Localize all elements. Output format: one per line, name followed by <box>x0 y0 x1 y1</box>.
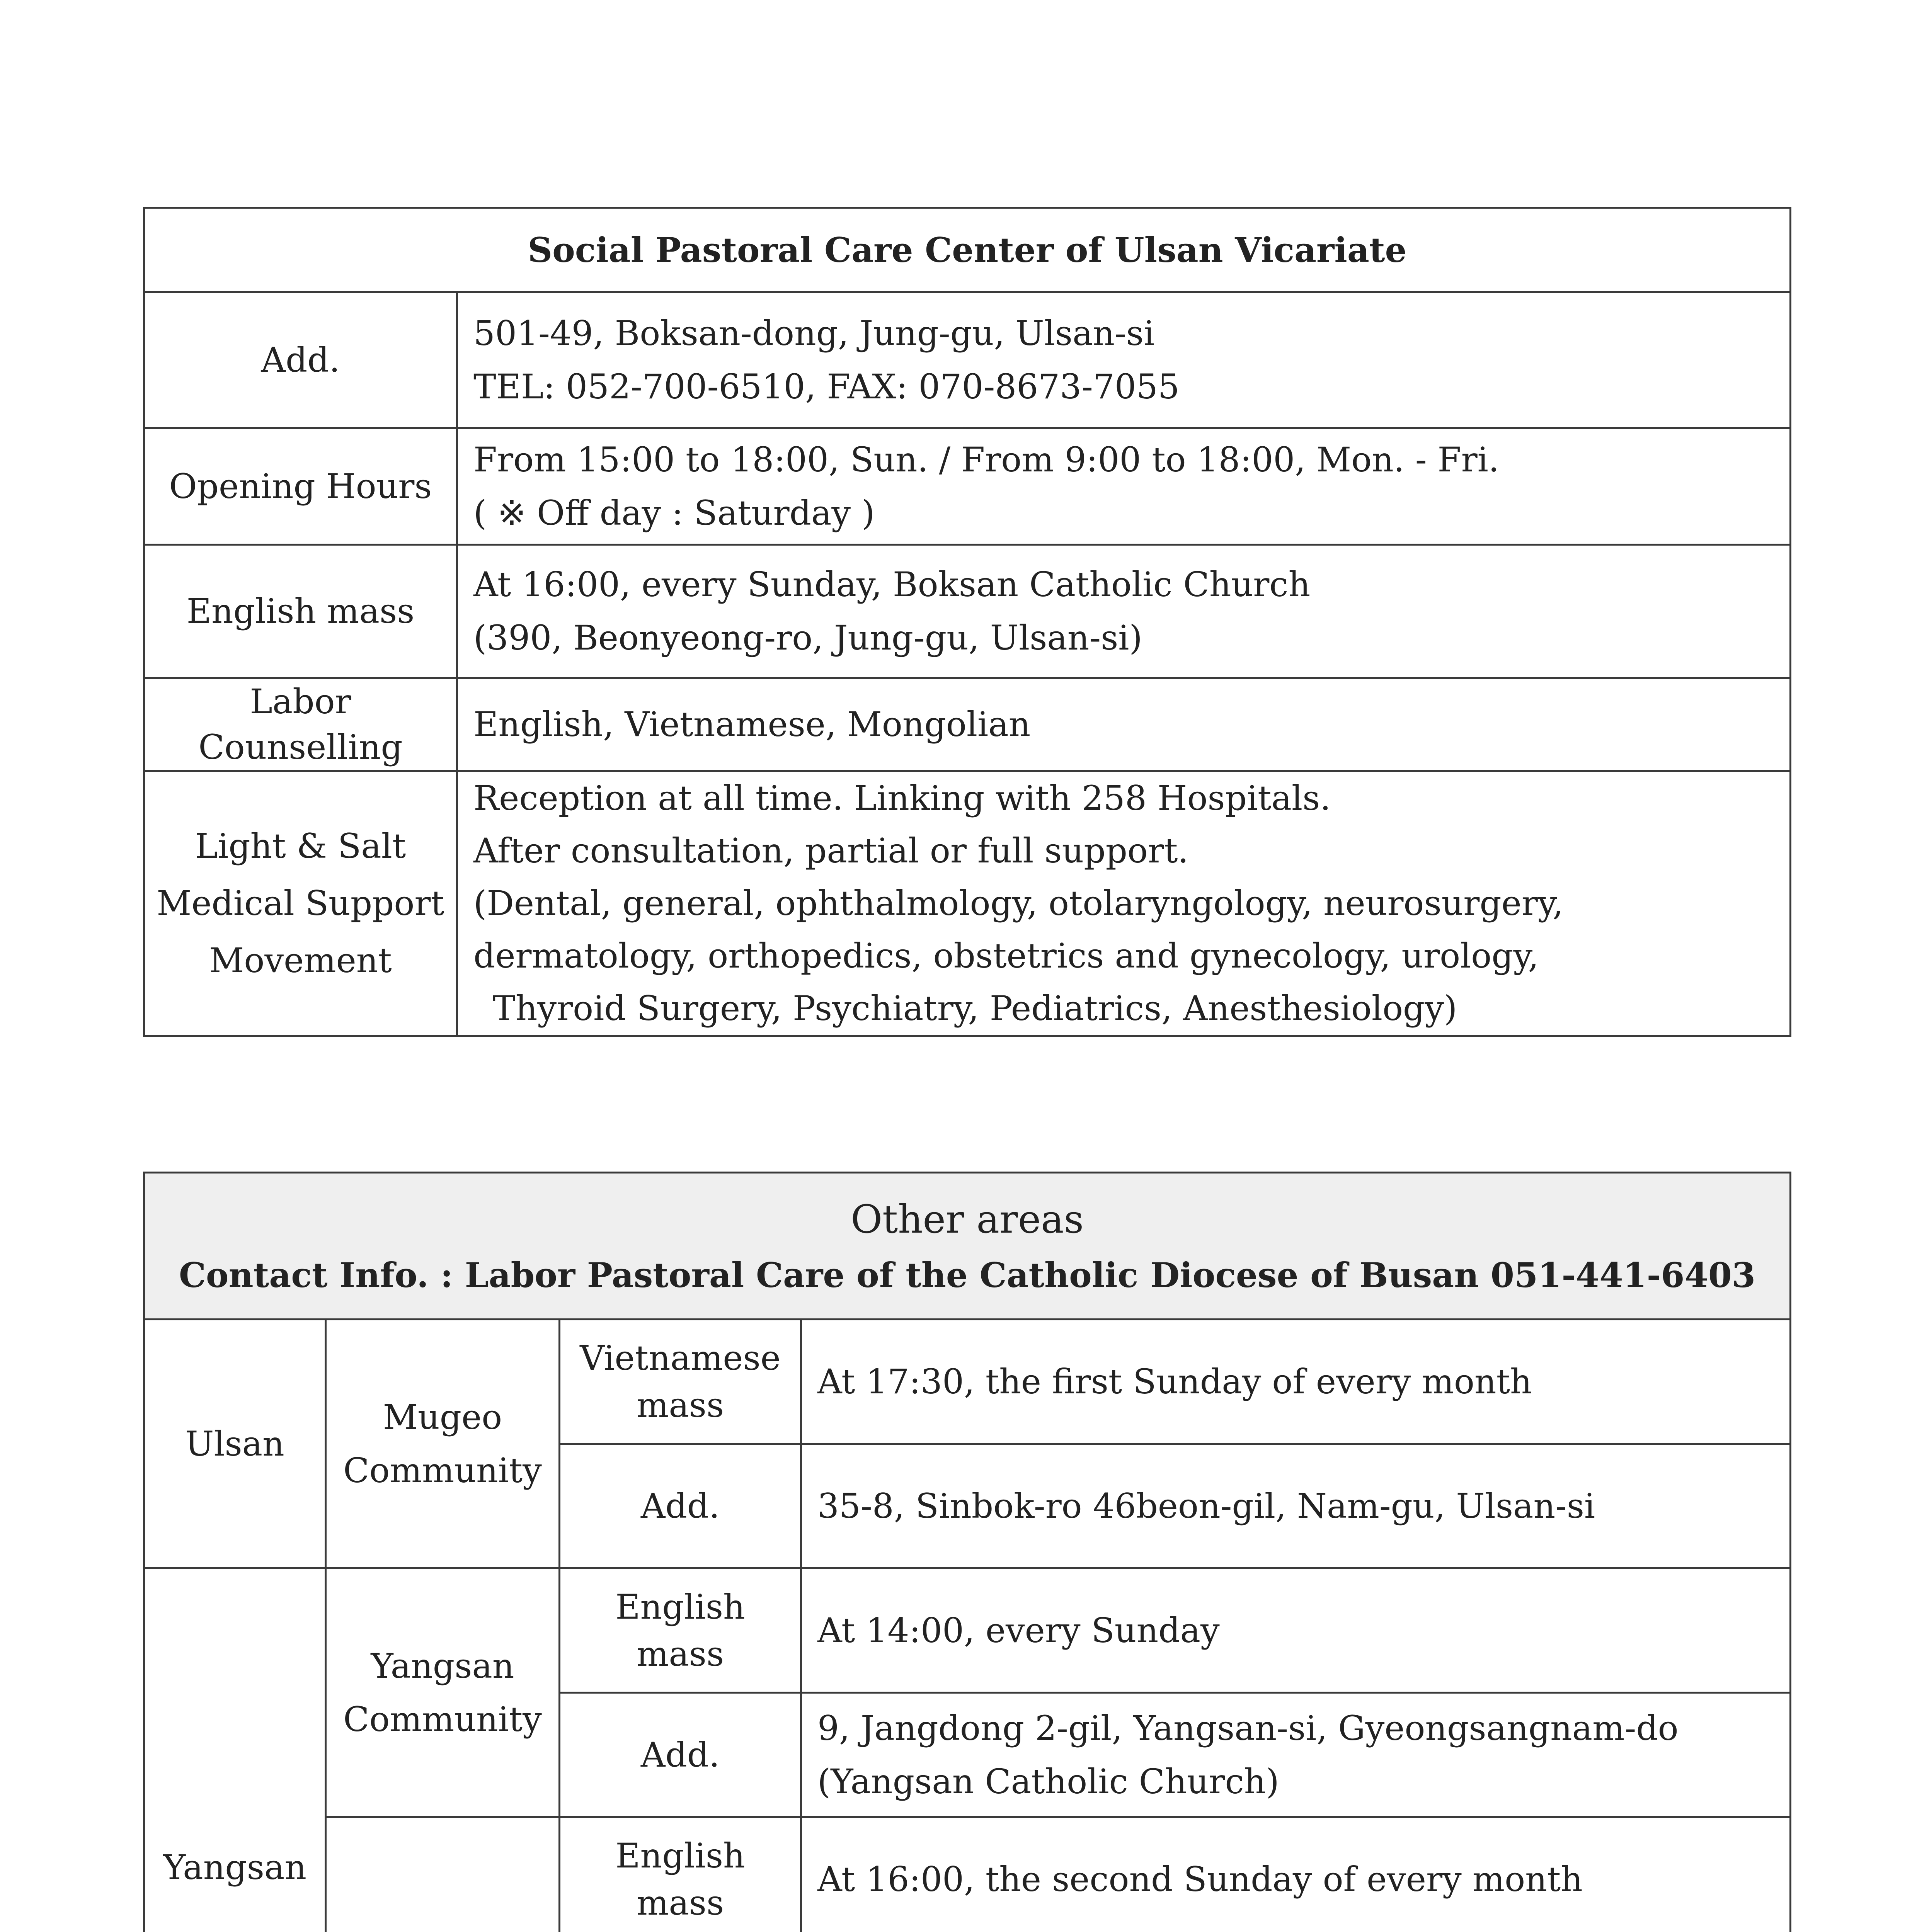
labor-counselling-value: English, Vietnamese, Mongolian <box>457 678 1791 771</box>
medical-line: After consultation, partial or full support. <box>473 831 1189 871</box>
community-name-line: Yangsan <box>371 1646 514 1686</box>
medical-support-value <box>457 771 1791 1036</box>
english-mass-value <box>457 545 1791 678</box>
type-line: mass <box>636 1385 724 1425</box>
opening-hours-value <box>457 428 1791 545</box>
phone-fax-line: TEL: 052-700-6510, FAX: 070-8673-7055 <box>473 366 1180 406</box>
other-areas-table <box>143 1172 1791 1932</box>
table-row <box>144 771 1791 1036</box>
opening-hours-line: From 15:00 to 18:00, Sun. / From 9:00 to 18:00, Mon. - Fri. <box>473 439 1499 480</box>
other-areas-title: Other areas <box>851 1196 1084 1242</box>
table-row <box>144 678 1791 771</box>
service-type <box>560 1568 801 1693</box>
type-line: mass <box>636 1634 724 1674</box>
table-row <box>144 1320 1791 1444</box>
type-line: English <box>615 1835 745 1876</box>
table-row <box>144 1817 1791 1932</box>
service-info: 35-8, Sinbok-ro 46beon-gil, Nam-gu, Ulsan-si <box>801 1444 1791 1568</box>
label-line: Movement <box>209 940 392 980</box>
community-name-line: Mugeo <box>383 1397 502 1437</box>
address-value <box>457 292 1791 428</box>
medical-line: Thyroid Surgery, Psychiatry, Pediatrics, Anesthesiology) <box>493 988 1457 1028</box>
type-line: Vietnamese <box>580 1338 781 1378</box>
medical-line: dermatology, orthopedics, obstetrics and gynecology, urology, <box>473 936 1539 976</box>
region-ulsan: Ulsan <box>144 1320 326 1568</box>
table-row <box>144 208 1791 292</box>
community-name-line: Community <box>343 1699 542 1739</box>
off-day-line: ( ※ Off day : Saturday ) <box>473 493 875 533</box>
label-line: Medical Support <box>157 883 444 923</box>
service-type <box>560 1817 801 1932</box>
english-mass-label: English mass <box>144 545 457 678</box>
table-row <box>144 292 1791 428</box>
table-row <box>144 1568 1791 1693</box>
community-yangsan <box>326 1568 560 1817</box>
address-line: 501-49, Boksan-dong, Jung-gu, Ulsan-si <box>473 313 1155 353</box>
community-mugeo <box>326 1320 560 1568</box>
community-ungsang <box>326 1817 560 1932</box>
center-title: Social Pastoral Care Center of Ulsan Vicariate <box>144 208 1791 292</box>
contact-info: Contact Info. : Labor Pastoral Care of the Catholic Diocese of Busan 051-441-6403 <box>179 1255 1756 1295</box>
label-line: Counselling <box>198 727 403 767</box>
region-yangsan: Yangsan <box>144 1568 326 1932</box>
service-info: At 17:30, the first Sunday of every month <box>801 1320 1791 1444</box>
info-line: (Yangsan Catholic Church) <box>817 1761 1279 1801</box>
label-line: Labor <box>250 682 351 721</box>
english-mass-address-line: (390, Beonyeong-ro, Jung-gu, Ulsan-si) <box>473 618 1142 658</box>
center-info-table <box>143 207 1791 1037</box>
labor-counselling-label <box>144 678 457 771</box>
address-label: Add. <box>144 292 457 428</box>
info-line: 9, Jangdong 2-gil, Yangsan-si, Gyeongsangnam-do <box>817 1708 1679 1748</box>
service-info: At 14:00, every Sunday <box>801 1568 1791 1693</box>
type-line: English <box>615 1587 745 1627</box>
label-line: Light & Salt <box>195 826 406 866</box>
opening-hours-label: Opening Hours <box>144 428 457 545</box>
table-row <box>144 428 1791 545</box>
service-info <box>801 1693 1791 1817</box>
other-areas-header <box>144 1173 1791 1320</box>
table-row <box>144 545 1791 678</box>
service-type: Add. <box>560 1444 801 1568</box>
table-row <box>144 1173 1791 1320</box>
type-line: mass <box>636 1883 724 1923</box>
english-mass-time-line: At 16:00, every Sunday, Boksan Catholic Church <box>473 565 1311 604</box>
medical-line: (Dental, general, ophthalmology, otolaryngology, neurosurgery, <box>473 883 1563 923</box>
medical-line: Reception at all time. Linking with 258 Hospitals. <box>473 778 1331 818</box>
community-name-line: Community <box>343 1450 542 1490</box>
service-info: At 16:00, the second Sunday of every month <box>801 1817 1791 1932</box>
service-type <box>560 1320 801 1444</box>
medical-support-label <box>144 771 457 1036</box>
service-type: Add. <box>560 1693 801 1817</box>
